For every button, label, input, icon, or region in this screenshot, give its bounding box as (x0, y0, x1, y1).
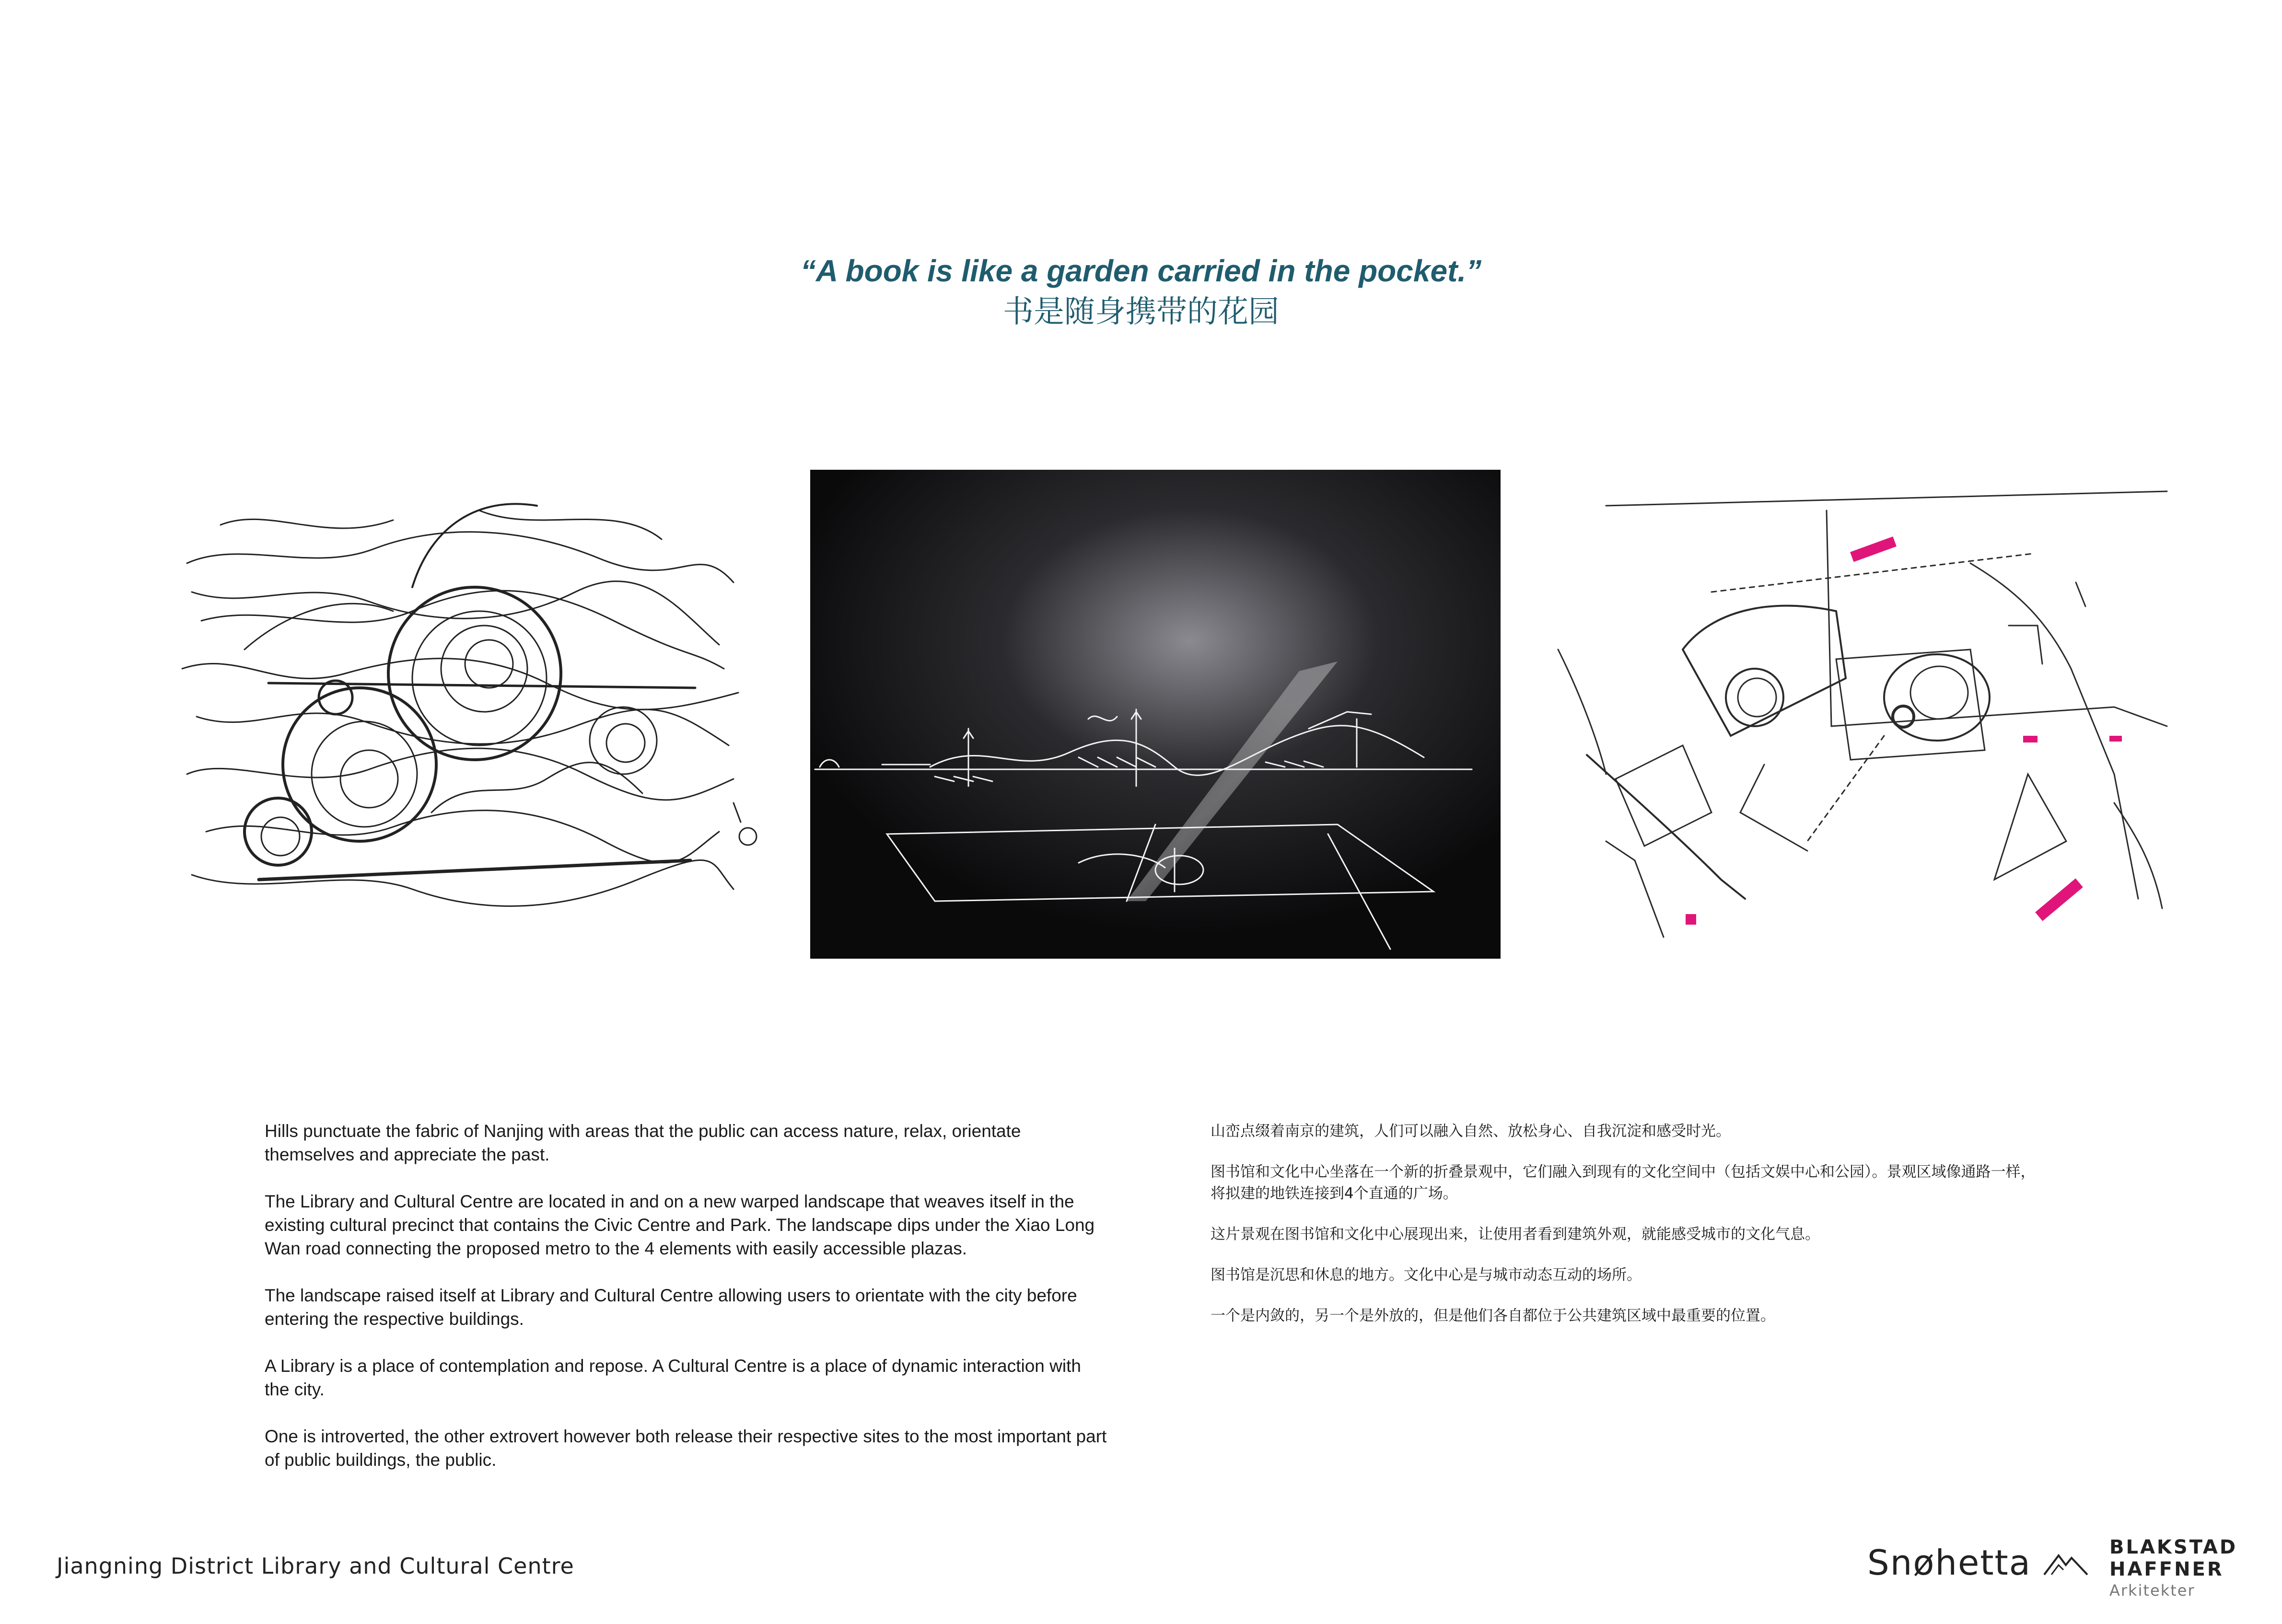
quote-block (0, 252, 2282, 332)
english-paragraph: The Library and Cultural Centre are located in and on a new warped landscape that weaves itself in the existing cultural precinct that contains the Civic Centre and Park. The landscape dips under the Xiao Long Wan road connecting the proposed metro to the 4 elements with easily accessible plazas. (265, 1192, 1095, 1258)
snohetta-logo-text: Snøhetta (1867, 1543, 2031, 1583)
chinese-paragraph: 山峦点缀着南京的建筑，人们可以融入自然、放松身心、自我沉淀和感受时光。 (1211, 1123, 1731, 1140)
quote-english: “A book is like a garden carried in the pocket.” (800, 254, 1482, 288)
snohetta-logo (1867, 1543, 2090, 1582)
english-paragraph: A Library is a place of contemplation and repose. A Cultural Centre is a place of dynamic interaction with the city. (265, 1356, 1081, 1399)
site-plan-drawing (1539, 467, 2172, 954)
blakstad-logo-line2: HAFFNER (2109, 1558, 2224, 1580)
english-paragraph: One is introverted, the other extrovert however both release their respective sites to the most important part of public buildings, the public. (265, 1427, 1107, 1470)
chinese-paragraph: 图书馆和文化中心坐落在一个新的折叠景观中，它们融入到现有的文化空间中（包括文娱中心和公园）。景观区域像通路一样，将拟建的地铁连接到4个直通的广场。 (1211, 1163, 2036, 1202)
english-paragraph: Hills punctuate the fabric of Nanjing with areas that the public can access nature, relax, orientate themselves and appreciate the past. (265, 1121, 1021, 1164)
site-plan-sketch (1539, 467, 2172, 954)
chinese-paragraph: 图书馆是沉思和休息的地方。文化中心是与城市动态互动的场所。 (1211, 1266, 1642, 1284)
mountain-icon (2042, 1548, 2090, 1577)
chinese-paragraph: 这片景观在图书馆和文化中心展现出来，让使用者看到建筑外观，就能感受城市的文化气息。 (1211, 1226, 1820, 1243)
blakstad-logo-line3: Arkitekter (2109, 1581, 2195, 1600)
chinese-description (1211, 1121, 2045, 1346)
hills-sketch-drawing (144, 467, 767, 961)
blakstad-logo-line1: BLAKSTAD (2109, 1536, 2238, 1558)
quote-chinese: 书是随身携带的花园 (1003, 294, 1279, 330)
project-title: Jiangning District Library and Cultural Centre (57, 1553, 574, 1579)
section-sketch-dark (810, 470, 1501, 959)
chinese-paragraph: 一个是内敛的，另一个是外放的，但是他们各自都位于公共建筑区域中最重要的位置。 (1211, 1307, 1775, 1324)
blakstad-haffner-logo (2109, 1536, 2263, 1601)
english-description (265, 1119, 1108, 1495)
english-paragraph: The landscape raised itself at Library and Cultural Centre allowing users to orientate with the city before entering the respective buildings. (265, 1286, 1077, 1329)
section-sketch-drawing (810, 470, 1501, 959)
hand-sketch-hills (144, 467, 767, 961)
